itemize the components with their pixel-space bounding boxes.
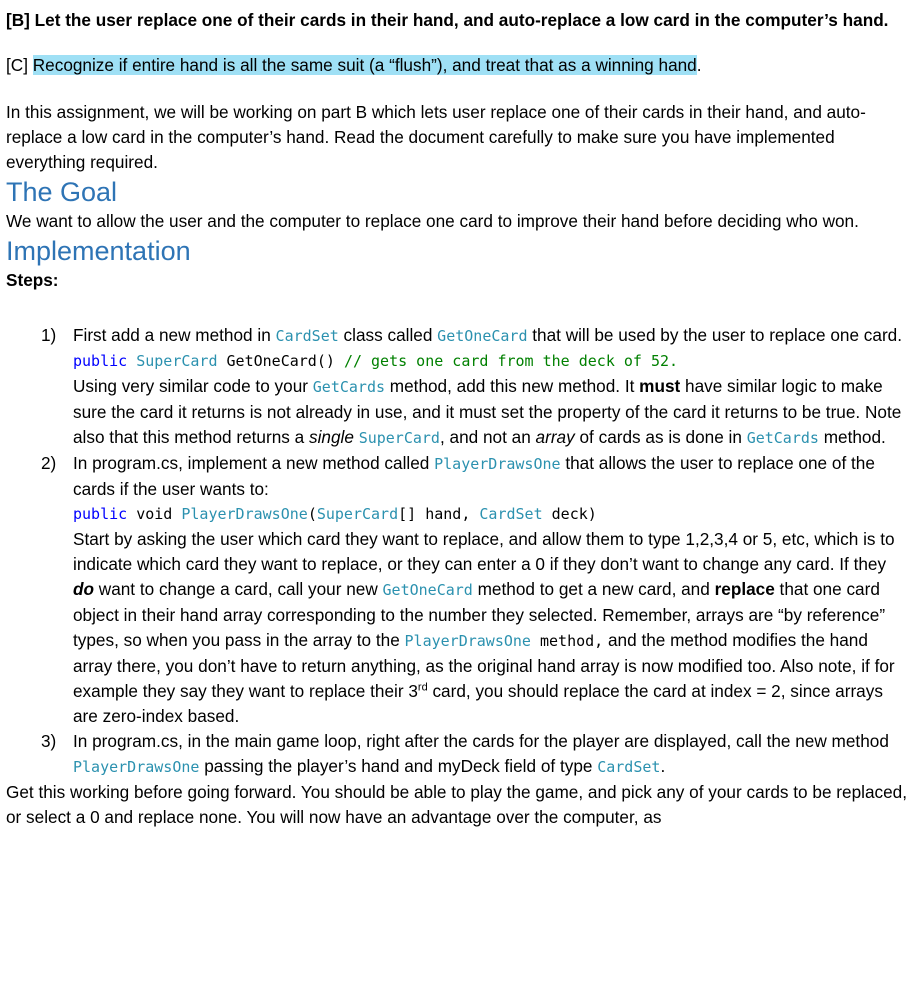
step-3-text-a: In program.cs, in the main game loop, right after the cards for the player are displayed, call the new method: [73, 731, 889, 751]
step-1-number: 1): [41, 325, 57, 345]
step-1-detail-c: have similar logic to make sure the card it returns is not already in use, and it must set the property of the card it returns to be true. Note also that this method returns a: [73, 376, 902, 447]
goal-paragraph: We want to allow the user and the computer to replace one card to improve their hand before deciding who won.: [6, 211, 859, 231]
closing-paragraph: Get this working before going forward. You should be able to play the game, and pick any of your cards to be replaced, or select a 0 and replace none. You will now have an advantage over the computer, as: [6, 782, 907, 827]
code-comment: // gets one card from the deck of 52.: [343, 352, 679, 370]
code-playerdrawsone: PlayerDrawsOne: [404, 632, 531, 650]
emphasis-replace: replace: [714, 579, 775, 599]
code-type-cardset: CardSet: [479, 505, 543, 523]
part-c-paragraph: [6, 53, 908, 78]
emphasis-do: do: [73, 579, 94, 599]
code-type-supercard: SuperCard: [136, 352, 218, 370]
step-2-detail-e: and the method modifies the hand array there, you don’t have to return anything, as the original hand array is now modified too. Also note, if for example they say they want to replace their 3: [73, 630, 895, 701]
step-2-text-a: In program.cs, implement a new method called: [73, 453, 435, 473]
code-keyword-public: public: [73, 505, 128, 523]
step-3-text-c: .: [660, 756, 666, 776]
step-2-code-signature: [73, 502, 908, 527]
code-method-signature: GetOneCard(): [217, 352, 344, 370]
code-keyword-void: void: [127, 505, 182, 523]
emphasis-single: single: [308, 427, 354, 447]
code-getonecard: GetOneCard: [382, 581, 473, 599]
step-1: [6, 323, 908, 451]
step-1-text-a: First add a new method in: [73, 325, 276, 345]
code-cardset: CardSet: [597, 758, 661, 776]
code-getcards: GetCards: [746, 429, 819, 447]
step-1-detail-b: method, add this new method. It: [385, 376, 640, 396]
step-2-detail-b: want to change a card, call your new: [94, 579, 383, 599]
code-method-word: method,: [530, 632, 604, 650]
part-c-suffix: .: [696, 55, 702, 75]
code-paren: (: [307, 505, 317, 523]
step-2-detail-a: Start by asking the user which card they want to replace, and allow them to type 1,2,3,4 or 5, etc, which is to indicate which card they want to replace, or they can enter a 0 if they don’t want to change any card. If they: [73, 529, 895, 574]
step-2-detail-c: method to get a new card, and: [472, 579, 715, 599]
step-1-intro: [73, 323, 908, 349]
step-1-code-signature: [73, 349, 908, 374]
step-1-detail-e: , and not an: [439, 427, 536, 447]
step-2-detail-d: that one card object in their hand array corresponding to the number they selected. Remember, arrays are “by reference” types, so when you pass in the array to the: [73, 579, 886, 650]
code-supercard: SuperCard: [358, 429, 440, 447]
step-2-text-b: that allows the user to replace one of the cards if the user wants to:: [73, 453, 875, 499]
code-cardset: CardSet: [275, 327, 339, 345]
emphasis-array: array: [535, 427, 575, 447]
code-keyword-public: public: [73, 352, 128, 370]
step-2-detail-f: card, you should replace the card at index = 2, since arrays are zero-index based.: [73, 681, 883, 726]
code-type-supercard: SuperCard: [316, 505, 399, 523]
step-3-text-b: passing the player’s hand and myDeck field of type: [199, 756, 598, 776]
code-playerdrawsone: PlayerDrawsOne: [434, 455, 561, 473]
step-1-details: [73, 374, 908, 451]
implementation-heading: Implementation: [6, 236, 191, 266]
step-2: [6, 451, 908, 729]
step-1-detail-f: of cards as is done in: [574, 427, 747, 447]
code-playerdrawsone: PlayerDrawsOne: [73, 758, 200, 776]
ordinal-superscript: rd: [417, 681, 428, 694]
code-getonecard: GetOneCard: [437, 327, 528, 345]
step-1-text-c: that will be used by the user to replace one card.: [527, 325, 903, 345]
intro-paragraph: In this assignment, we will be working on part B which lets user replace one of their cards in their hand, and auto-replace a low card in the computer’s hand. Read the document carefully to make sure you have implemented everything required.: [6, 102, 866, 172]
goal-heading: The Goal: [6, 177, 118, 207]
emphasis-must: must: [639, 376, 681, 396]
part-c-highlight: Recognize if entire hand is all the same suit (a “flush”), and treat that as a winning hand: [32, 55, 697, 75]
step-1-detail-a: Using very similar code to your: [73, 376, 313, 396]
steps-label: Steps:: [6, 270, 59, 290]
code-getcards: GetCards: [312, 378, 386, 396]
code-param-deck: deck): [542, 505, 597, 523]
step-1-text-b: class called: [338, 325, 438, 345]
step-2-number: 2): [41, 453, 57, 473]
part-c-prefix: [C]: [6, 55, 33, 75]
part-b-paragraph: [B] Let the user replace one of their cards in their hand, and auto-replace a low card in the computer’s hand.: [6, 10, 889, 30]
step-2-details: [73, 527, 908, 729]
code-param-hand: [] hand,: [398, 505, 480, 523]
step-3-text: [73, 729, 908, 780]
steps-list: [6, 323, 908, 780]
step-3: [6, 729, 908, 780]
code-method-name: PlayerDrawsOne: [181, 505, 308, 523]
step-3-number: 3): [41, 731, 57, 751]
step-2-intro: [73, 451, 908, 502]
step-1-detail-g: method.: [818, 427, 886, 447]
